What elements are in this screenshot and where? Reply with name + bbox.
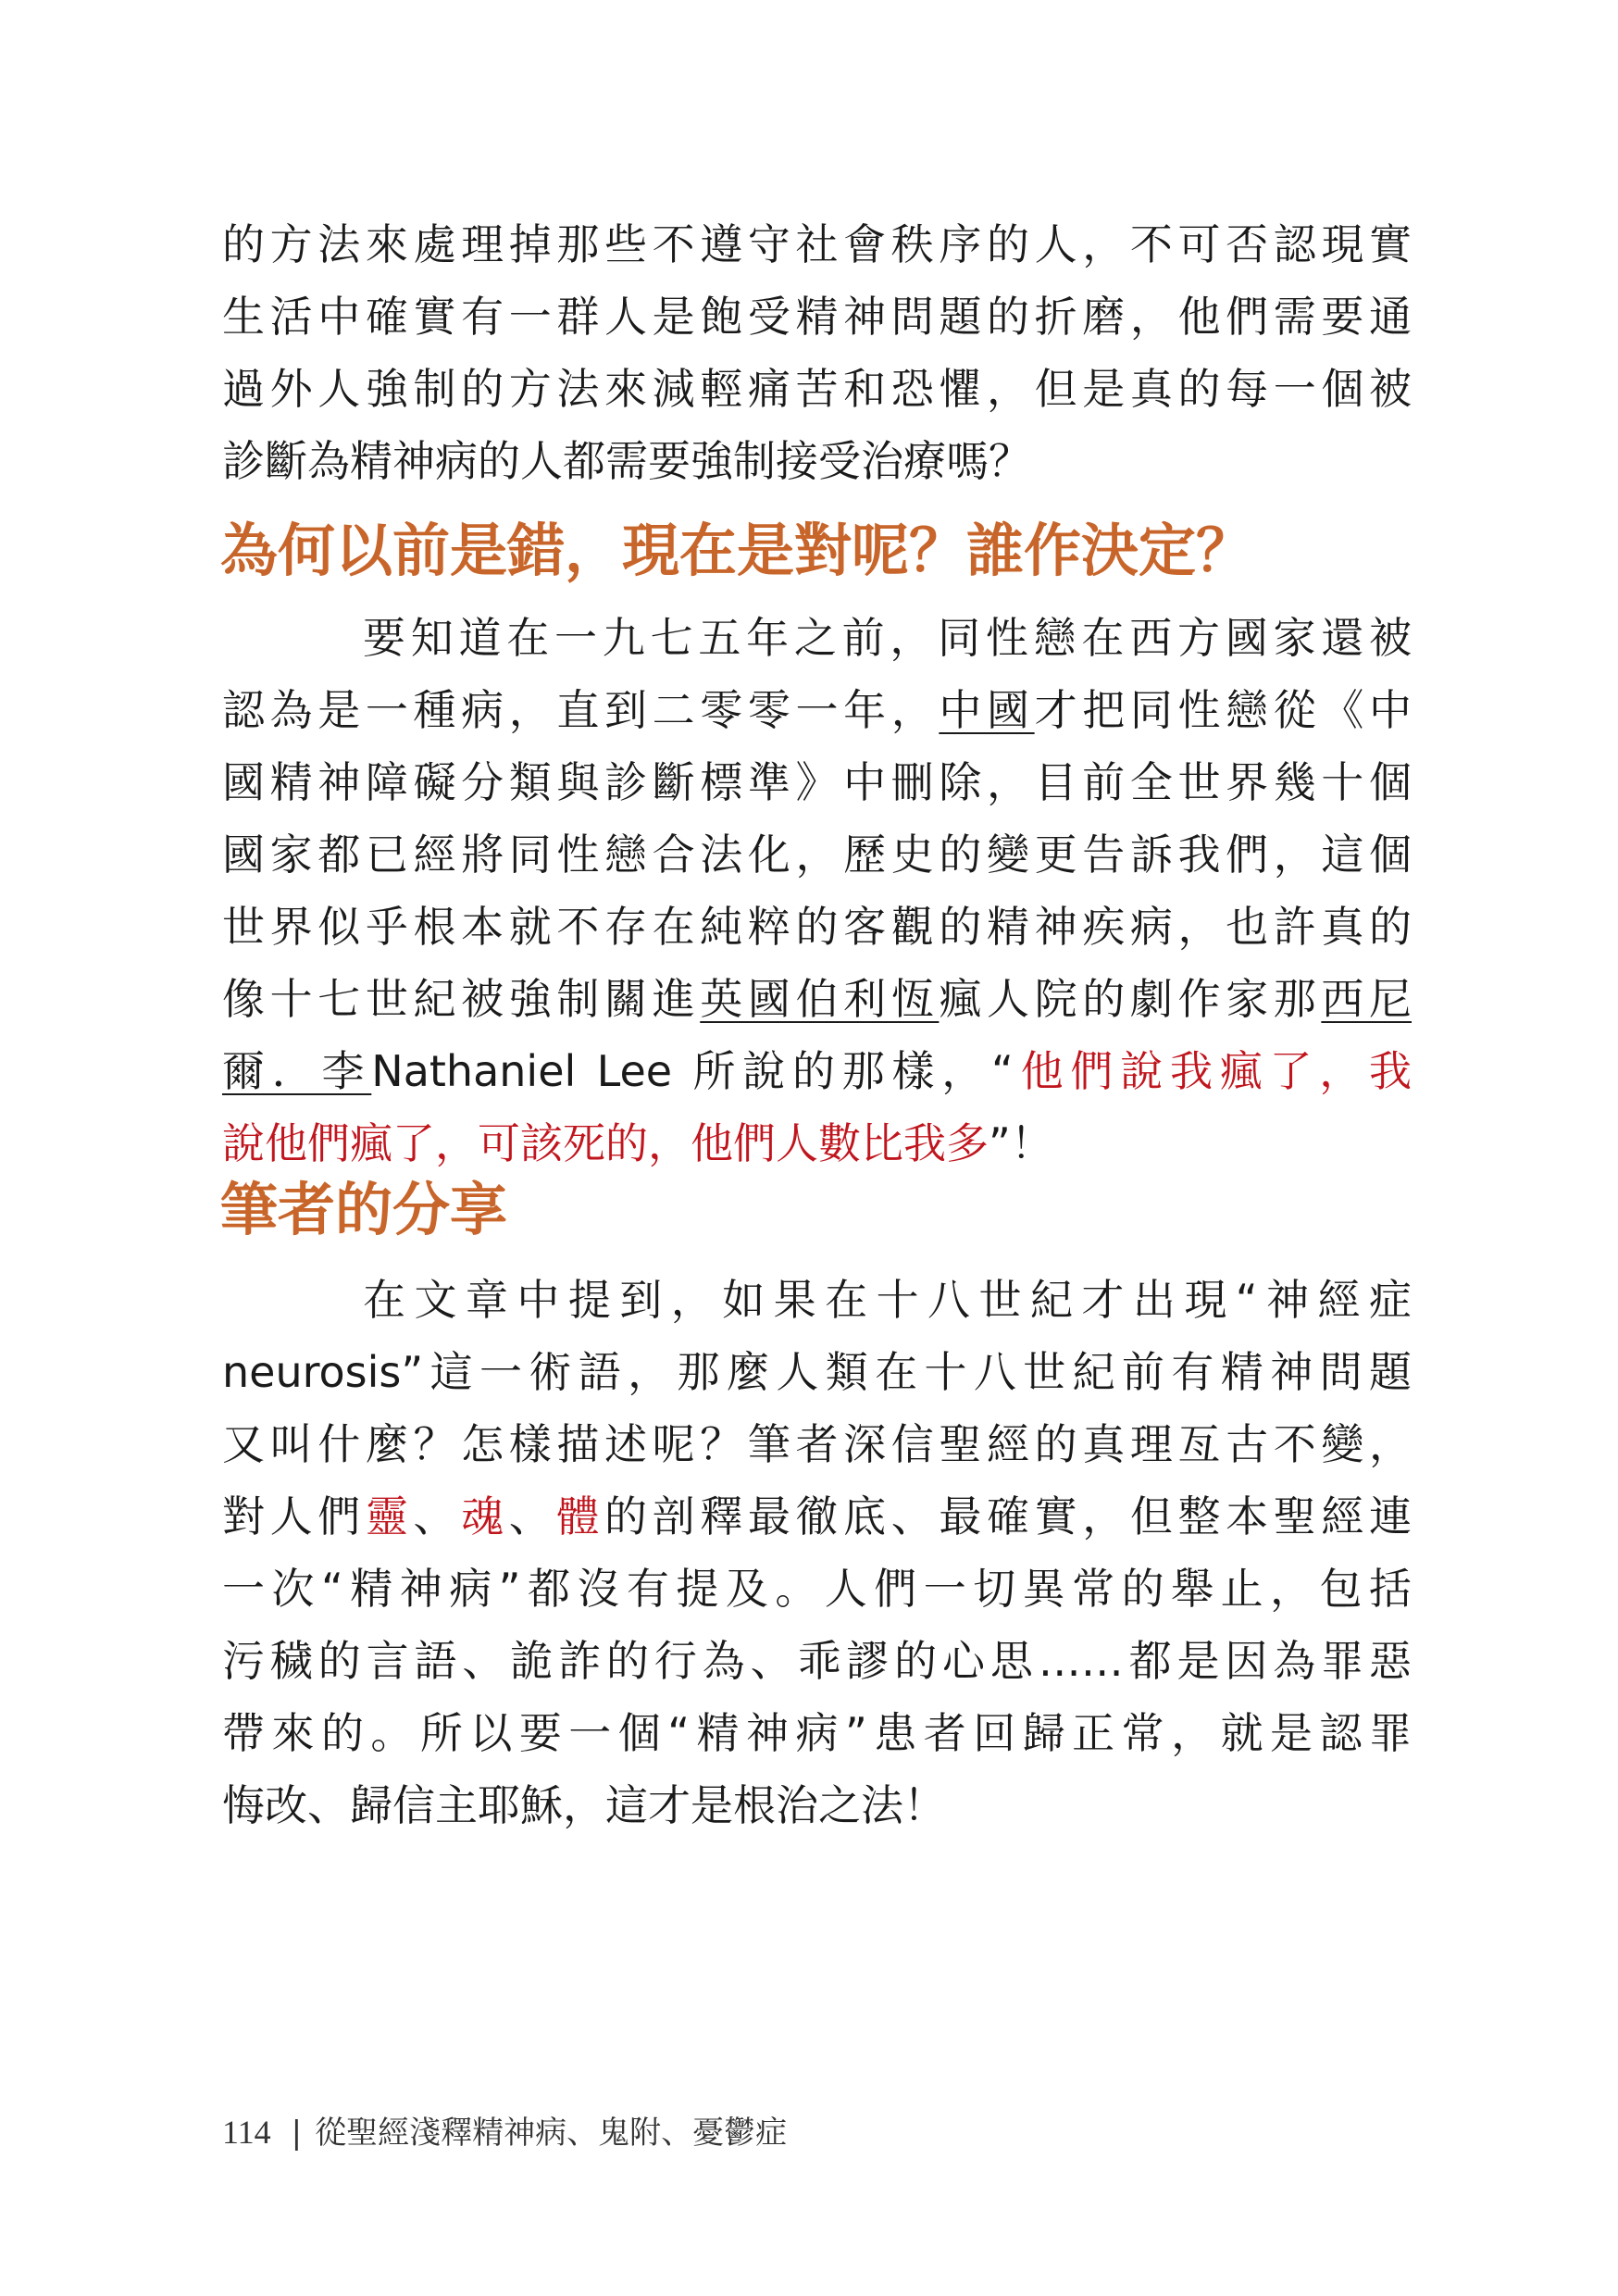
text-run: 瘋人院的劇作家那 [939,974,1322,1024]
emphasis-body: 體 [556,1491,604,1541]
paragraph-line [222,963,1412,1035]
text-run: 對人們 [222,1491,366,1541]
underlined-name-bedlam: 英國伯利恆 [700,974,940,1024]
paragraph-line: 又叫什麼？怎樣描述呢？筆者深信聖經的真理亙古不變， [222,1419,1412,1469]
text-run: 認為是一種病，直到二零零一年， [222,685,940,735]
section-heading-author-share: 筆者的分享 [220,1176,508,1243]
footer-separator: | [291,2115,303,2152]
paragraph-line: 生活中確實有一群人是飽受精神問題的折磨，他們需要通 [222,292,1412,342]
paragraph-line: 帶來的。所以要一個“精神病”患者回歸正常，就是認罪 [222,1708,1412,1758]
text-run: ”！ [989,1118,1053,1168]
text-run: 、 [508,1491,557,1541]
paragraph-line: 悔改、歸信主耶穌，這才是根治之法！ [222,1780,946,1830]
paragraph-line [222,1107,1412,1179]
paragraph-line: 世界似乎根本就不存在純粹的客觀的精神疾病，也許真的 [222,902,1412,952]
paragraph-line: 污穢的言語、詭詐的行為、乖謬的心思……都是因為罪惡 [222,1636,1412,1686]
underlined-name-china: 中國 [939,685,1035,735]
section-heading-why: 為何以前是錯，現在是對呢？誰作決定？ [220,517,1254,584]
text-run: Nathaniel Lee 所說的那樣，“ [371,1046,1014,1096]
paragraph-line: 一次“精神病”都沒有提及。人們一切異常的舉止，包括 [222,1564,1412,1614]
text-run: 像十七世紀被強制關進 [222,974,701,1024]
text-run: 的剖釋最徹底、最確實，但整本聖經連 [604,1491,1412,1541]
paragraph-line: 診斷為精神病的人都需要強制接受治療嗎？ [222,436,1031,486]
paragraph-line: 在文章中提到，如果在十八世紀才出現“神經症 [363,1275,1412,1325]
text-run: 、 [413,1491,462,1541]
paragraph-2 [222,602,1412,1179]
quote-red: 說他們瘋了，可該死的，他們人數比我多 [222,1118,989,1168]
paragraph-line: 國精神障礙分類與診斷標準》中刪除，目前全世界幾十個 [222,757,1412,807]
paragraph-line: 的方法來處理掉那些不遵守社會秩序的人，不可否認現實 [222,219,1412,269]
underlined-name-lee-cont: 爾．李 [222,1046,372,1096]
paragraph-3 [222,1264,1412,1841]
underlined-name-lee: 西尼 [1321,974,1412,1024]
paragraph-line [222,674,1412,746]
page-number: 114 [222,2114,271,2151]
page-footer [222,2109,787,2155]
paragraph-line: 國家都已經將同性戀合法化，歷史的變更告訴我們，這個 [222,830,1412,880]
emphasis-spirit: 靈 [365,1491,414,1541]
paragraph-line: 要知道在一九七五年之前，同性戀在西方國家還被 [363,613,1412,663]
emphasis-soul: 魂 [461,1491,509,1541]
text-run: 才把同性戀從《中 [1034,685,1412,735]
book-title: 從聖經淺釋精神病、鬼附、憂鬱症 [315,2115,788,2152]
paragraph-line: 過外人強制的方法來減輕痛苦和恐懼，但是真的每一個被 [222,364,1412,414]
paragraph-line: neurosis”這一術語，那麼人類在十八世紀前有精神問題 [222,1347,1412,1397]
quote-red: 他們說我瘋了，我 [1013,1046,1412,1096]
paragraph-line [222,1480,1412,1553]
paragraph-1 [222,208,1412,497]
paragraph-line [222,1035,1412,1107]
